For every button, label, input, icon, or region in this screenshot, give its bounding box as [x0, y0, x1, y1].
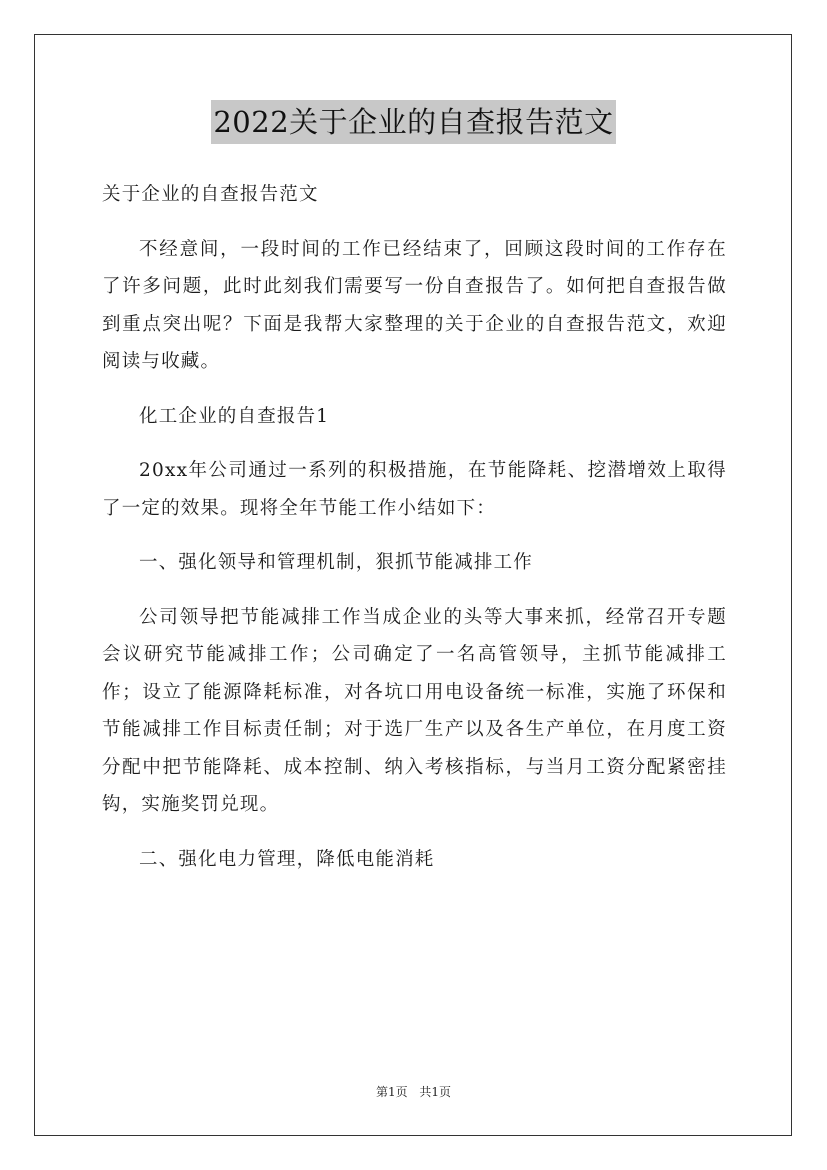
paragraph-intro: 不经意间，一段时间的工作已经结束了，回顾这段时间的工作存在了许多问题，此时此刻我们需要写一份自查报告了。如何把自查报告做到重点突出呢？下面是我帮大家整理的关于企业的自查报告范文，欢迎阅读与收藏。 — [102, 238, 727, 372]
section-heading: 一、强化领导和管理机制，狠抓节能减排工作 — [139, 552, 534, 573]
document-body — [102, 176, 727, 895]
title-container — [0, 100, 827, 144]
page-number-current: 第1页 — [375, 1085, 408, 1099]
section-heading: 二、强化电力管理，降低电能消耗 — [139, 848, 435, 870]
section-heading: 化工企业的自查报告1 — [139, 405, 330, 427]
paragraph-subtitle: 关于企业的自查报告范文 — [102, 184, 319, 205]
page-number-total: 共1页 — [419, 1085, 452, 1099]
paragraph: 公司领导把节能减排工作当成企业的头等大事来抓，经常召开专题会议研究节能减排工作；公司确定了一名高管领导，主抓节能减排工作；设立了能源降耗标准，对各坑口用电设备统一标准，实施了环保和节能减排工作目标责任制；对于选厂生产以及各生产单位，在月度工资分配中把节能降耗、成本控制、纳入考核指标，与当月工资分配紧密挂钩，实施奖罚兑现。 — [102, 606, 727, 815]
paragraph: 20xx年公司通过一系列的积极措施，在节能降耗、挖潜增效上取得了一定的效果。现将全年节能工作小结如下： — [102, 460, 727, 519]
document-title: 2022关于企业的自查报告范文 — [211, 100, 615, 144]
page-footer — [0, 1083, 827, 1100]
